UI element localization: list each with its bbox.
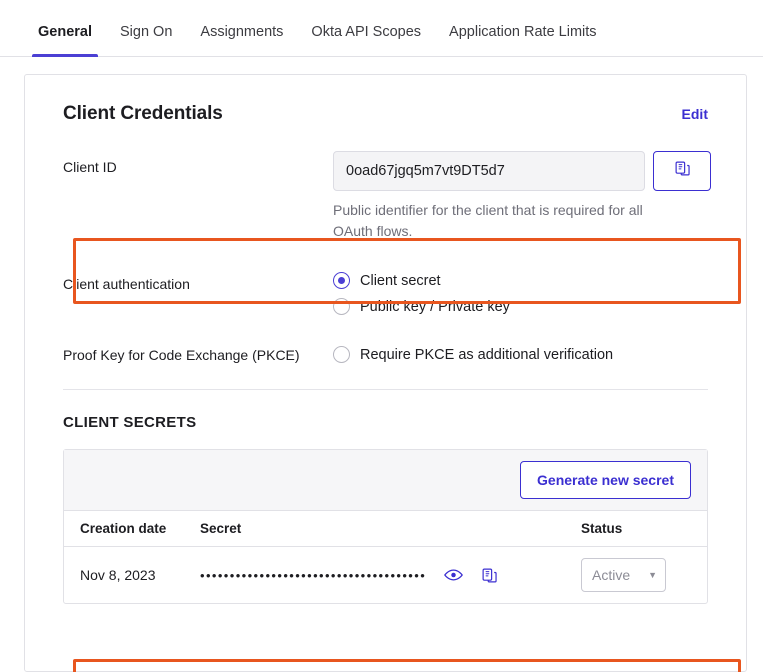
pkce-row — [63, 346, 708, 363]
tab-okta-api-scopes[interactable]: Okta API Scopes — [311, 24, 422, 40]
edit-link[interactable]: Edit — [681, 106, 708, 122]
section-divider — [63, 389, 708, 390]
copy-icon — [674, 160, 691, 182]
secret-masked-value: •••••••••••••••••••••••••••••••••••••• — [200, 567, 427, 583]
radio-icon-checked — [333, 272, 350, 289]
radio-client-secret-label: Client secret — [360, 272, 441, 289]
generate-new-secret-button[interactable]: Generate new secret — [520, 461, 691, 499]
secret-creation-date: Nov 8, 2023 — [80, 567, 156, 583]
column-header-status: Status — [581, 521, 623, 536]
client-id-label: Client ID — [63, 159, 117, 175]
secret-status-select[interactable] — [581, 558, 666, 592]
pkce-checkbox-row[interactable] — [333, 346, 708, 363]
tab-bar — [0, 0, 763, 57]
client-secrets-title: CLIENT SECRETS — [63, 414, 197, 431]
highlight-box-secret-row — [73, 659, 741, 672]
copy-client-id-button[interactable] — [653, 151, 711, 191]
client-id-row — [63, 151, 708, 242]
table-header-row — [64, 511, 707, 547]
chevron-down-icon: ▼ — [648, 570, 657, 580]
table-row — [64, 547, 707, 603]
client-id-helper-text: Public identifier for the client that is required for all OAuth flows. — [333, 202, 643, 239]
column-header-creation-date: Creation date — [80, 521, 167, 536]
radio-icon-unchecked — [333, 298, 350, 315]
tab-sign-on[interactable]: Sign On — [120, 24, 173, 40]
eye-icon[interactable] — [444, 568, 463, 582]
pkce-label: Proof Key for Code Exchange (PKCE) — [63, 347, 300, 363]
client-secrets-toolbar — [64, 450, 707, 511]
tab-assignments[interactable]: Assignments — [200, 24, 284, 40]
client-credentials-card — [24, 74, 747, 672]
radio-public-private-key[interactable] — [333, 298, 708, 315]
column-header-secret: Secret — [200, 521, 242, 536]
pkce-checkbox-label: Require PKCE as additional verification — [360, 346, 614, 363]
tab-application-rate-limits[interactable]: Application Rate Limits — [449, 24, 597, 40]
page-title: Client Credentials — [63, 103, 223, 124]
radio-public-private-key-label: Public key / Private key — [360, 298, 510, 315]
client-authentication-label: Client authentication — [63, 276, 190, 292]
client-authentication-row — [63, 268, 708, 324]
checkbox-icon-unchecked — [333, 346, 350, 363]
copy-icon[interactable] — [481, 567, 498, 584]
client-secrets-table — [63, 449, 708, 604]
secret-status-value: Active — [592, 567, 631, 583]
client-id-input[interactable]: 0oad67jgq5m7vt9DT5d7 — [333, 151, 645, 191]
radio-client-secret[interactable] — [333, 272, 708, 289]
tab-general[interactable]: General — [24, 24, 106, 56]
client-authentication-radio-group — [333, 268, 708, 315]
section-header — [63, 103, 708, 125]
